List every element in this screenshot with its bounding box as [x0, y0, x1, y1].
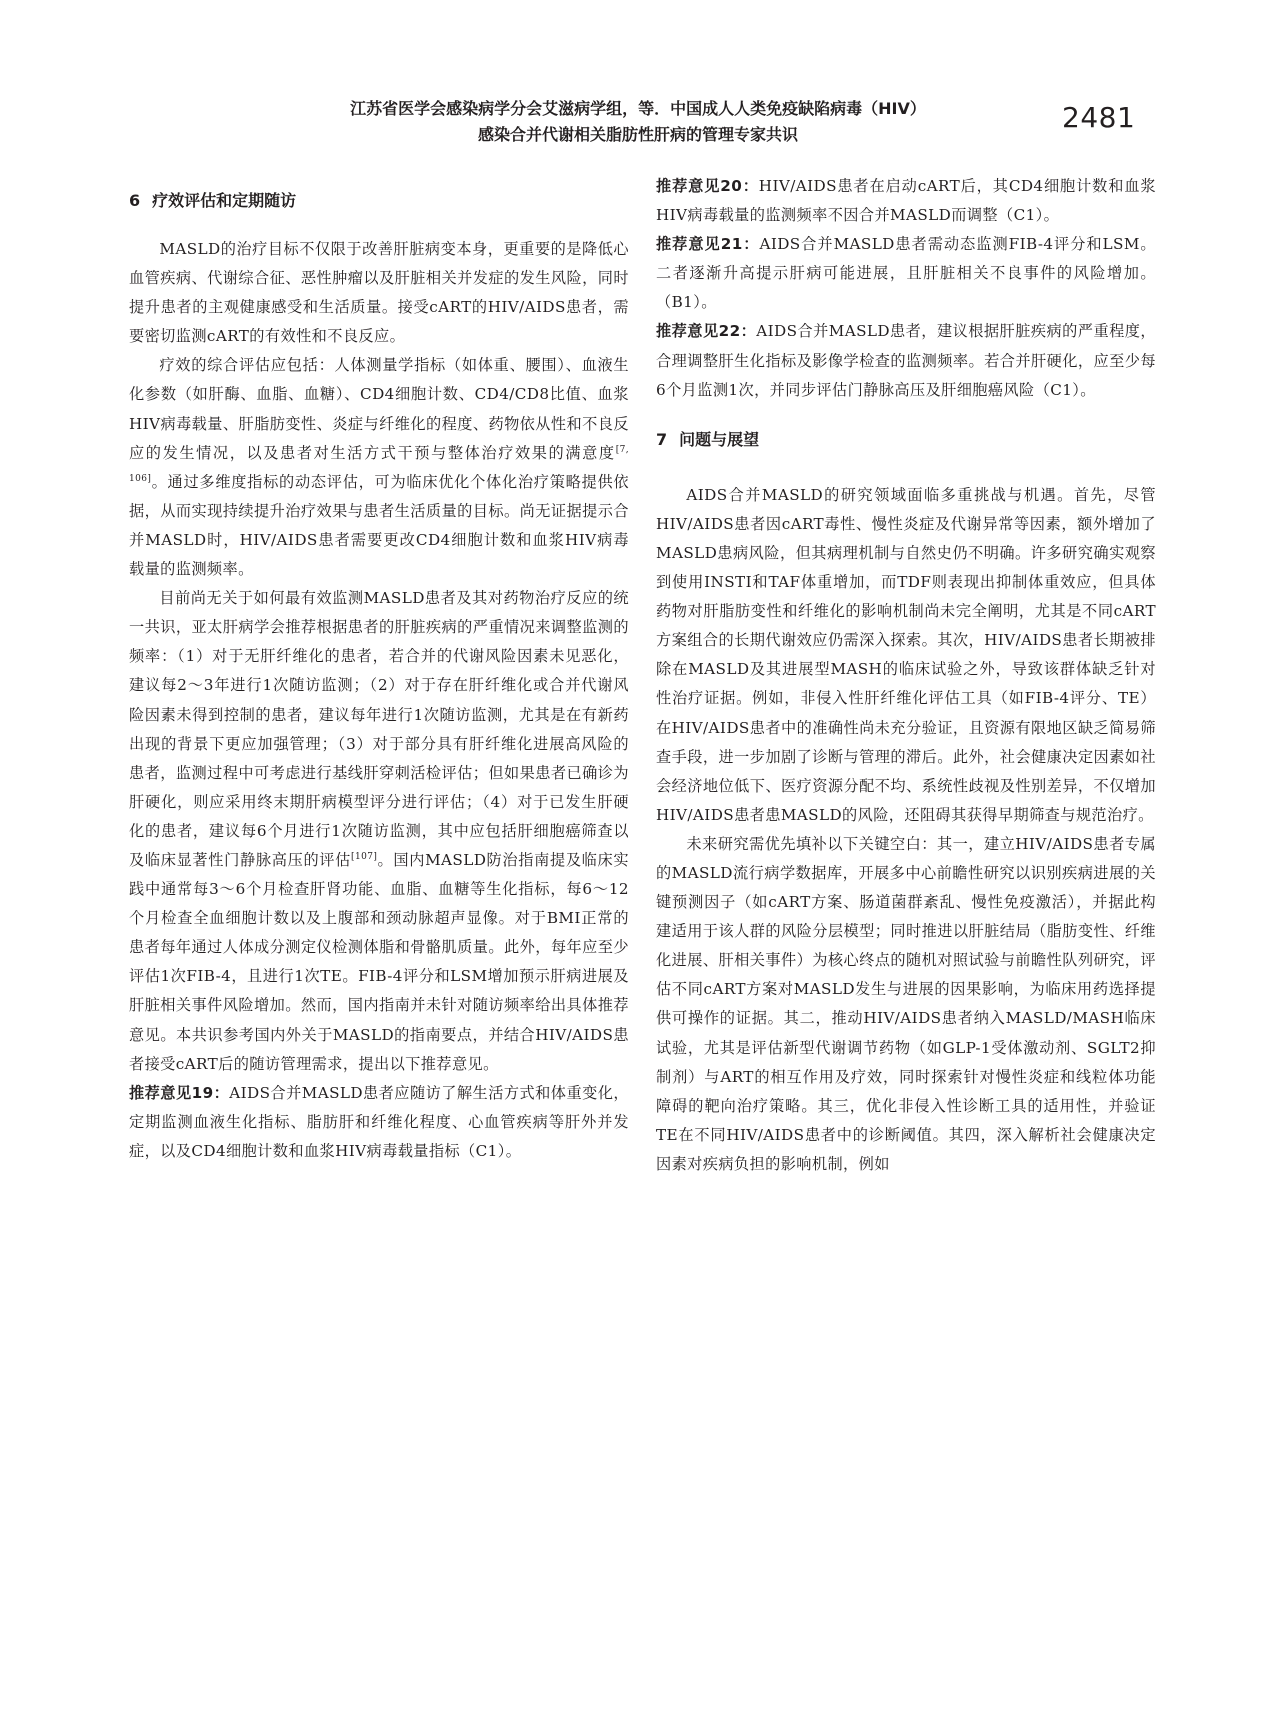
citation-ref: [107] — [351, 851, 378, 862]
recommendation-20 — [656, 172, 1156, 230]
right-column — [656, 172, 1156, 1179]
recommendation-text: AIDS合并MASLD患者需动态监测FIB-4评分和LSM。二者逐渐升高提示肝病可能进展，且肝脏相关不良事件的风险增加。（B1）。 — [656, 235, 1156, 312]
recommendation-text: AIDS合并MASLD患者应随访了解生活方式和体重变化，定期监测血液生化指标、脂肪肝和纤维化程度、心血管疾病等肝外并发症，以及CD4细胞计数和血浆HIV病毒载量指标（C1）。 — [129, 1083, 629, 1160]
recommendation-label: 推荐意见20： — [656, 177, 759, 195]
paragraph-text: 疗效的综合评估应包括：人体测量学指标（如体重、腰围）、血液生化参数（如肝酶、血脂、血糖）、CD4细胞计数、CD4/CD8比值、血浆HIV病毒载量、肝脂肪变性、炎症与纤维化的程度、药物依从性和不良反应的发生情况，以及患者对生活方式干预与整体治疗效果的满意度 — [129, 356, 629, 462]
paragraph-treatment-goals: MASLD的治疗目标不仅限于改善肝脏病变本身，更重要的是降低心血管疾病、代谢综合征、恶性肿瘤以及肝脏相关并发症的发生风险，同时提升患者的主观健康感受和生活质量。接受cART的HIV/AIDS患者，需要密切监测cART的有效性和不良反应。 — [129, 240, 629, 346]
paragraph-efficacy-assessment — [129, 351, 629, 584]
section-7-heading — [656, 425, 1156, 455]
header-line-2: 感染合并代谢相关脂肪性肝病的管理专家共识 — [477, 125, 798, 144]
section-7-title: 问题与展望 — [679, 429, 760, 449]
section-6-title: 疗效评估和定期随访 — [152, 191, 297, 210]
paragraph-challenges: AIDS合并MASLD的研究领域面临多重挑战与机遇。首先，尽管HIV/AIDS患者因cART毒性、慢性炎症及代谢异常等因素，额外增加了MASLD患病风险，但其病理机制与自然史仍不明确。许多研究确实观察到使用INSTI和TAF体重增加，而TDF则表现出抑制体重效应，但具体药物对肝脂肪变性和纤维化的影响机制尚未完全阐明，尤其是不同cART方案组合的长期代谢效应仍需深入探索。其次，HIV/AIDS患者长期被排除在MASLD及其进展型MASH的临床试验之外，导致该群体缺乏针对性治疗证据。例如，非侵入性肝纤维化评估工具（如FIB-4评分、TE）在HIV/AIDS患者中的准确性尚未充分验证，且资源有限地区缺乏简易筛查手段，进一步加剧了诊断与管理的滞后。此外，社会健康决定因素如社会经济地位低下、医疗资源分配不均、系统性歧视及性别差异，不仅增加HIV/AIDS患者患MASLD的风险，还阻碍其获得早期筛查与规范治疗。 — [656, 485, 1156, 824]
citation-ref: [7, 106] — [129, 444, 629, 484]
paragraph-monitoring-consensus — [129, 584, 629, 1079]
recommendation-label: 推荐意见22： — [656, 322, 757, 341]
section-6-heading — [129, 186, 629, 216]
paragraph-text: 。通过多维度指标的动态评估，可为临床优化个体化治疗策略提供依据，从而实现持续提升治疗效果与患者生活质量的目标。尚无证据提示合并MASLD时，HIV/AIDS患者需要更改CD4细胞计数和血浆HIV病毒载量的监测频率。 — [129, 472, 629, 579]
recommendation-label: 推荐意见19： — [129, 1083, 230, 1102]
paragraph-text: 。国内MASLD防治指南提及临床实践中通常每3～6个月检查肝肾功能、血脂、血糖等生化指标，每6～12个月检查全血细胞计数以及上腹部和颈动脉超声显像。对于BMI正常的患者每年通过人体成分测定仪检测体脂和骨骼肌质量。此外，每年应至少评估1次FIB-4，且进行1次TE。FIB-4评分和LSM增加预示肝病进展及肝脏相关事件风险增加。然而，国内指南并未针对随访频率给出具体推荐意见。本共识参考国内外关于MASLD的指南要点，并结合HIV/AIDS患者接受cART后的随访管理需求，提出以下推荐意见。 — [129, 850, 629, 1073]
paragraph-future-research: 未来研究需优先填补以下关键空白：其一，建立HIV/AIDS患者专属的MASLD流行病学数据库，开展多中心前瞻性研究以识别疾病进展的关键预测因子（如cART方案、肠道菌群紊乱、慢性免疫激活），并据此构建适用于该人群的风险分层模型；同时推进以肝脏结局（脂肪变性、纤维化进展、肝相关事件）为核心终点的随机对照试验与前瞻性队列研究，评估不同cART方案对MASLD发生与进展的因果影响，为临床用药选择提供可操作的证据。其二，推动HIV/AIDS患者纳入MASLD/MASH临床试验，尤其是评估新型代谢调节药物（如GLP-1受体激动剂、SGLT2抑制剂）与ART的相互作用及疗效，同时探索针对慢性炎症和线粒体功能障碍的靶向治疗策略。其三，优化非侵入性诊断工具的适用性，并验证TE在不同HIV/AIDS患者中的诊断阈值。其四，深入解析社会健康决定因素对疾病负担的影响机制，例如 — [656, 834, 1156, 1173]
recommendation-text: HIV/AIDS患者在启动cART后，其CD4细胞计数和血浆HIV病毒载量的监测频率不因合并MASLD而调整（C1）。 — [656, 177, 1156, 225]
left-column — [129, 176, 629, 1166]
recommendation-text: AIDS合并MASLD患者，建议根据肝脏疾病的严重程度，合理调整肝生化指标及影像学检查的监测频率。若合并肝硬化，应至少每6个月监测1次，并同步评估门静脉高压及肝细胞癌风险（C1）。 — [656, 322, 1156, 399]
recommendation-label: 推荐意见21： — [656, 235, 760, 254]
section-7-number: 7 — [656, 429, 668, 449]
recommendation-21 — [656, 230, 1156, 317]
recommendation-22 — [656, 317, 1156, 404]
recommendation-19 — [129, 1079, 629, 1166]
header-line-1: 江苏省医学会感染病学分会艾滋病学组，等．中国成人人类免疫缺陷病毒（HIV） — [350, 99, 926, 118]
paragraph-text: 目前尚无关于如何最有效监测MASLD患者及其对药物治疗反应的统一共识，亚太肝病学会推荐根据患者的肝脏疾病的严重情况来调整监测的频率：（1）对于无肝纤维化的患者，若合并的代谢风险因素未见恶化，建议每2～3年进行1次随访监测；（2）对于存在肝纤维化或合并代谢风险因素未得到控制的患者，建议每年进行1次随访监测，尤其是在有新药出现的背景下更应加强管理；（3）对于部分具有肝纤维化进展高风险的患者，监测过程中可考虑进行基线肝穿刺活检评估；但如果患者已确诊为肝硬化，则应采用终末期肝病模型评分进行评估；（4）对于已发生肝硬化的患者，建议每6个月进行1次随访监测，其中应包括肝细胞癌筛查以及临床显著性门静脉高压的评估 — [129, 589, 629, 869]
section-6-number: 6 — [129, 191, 141, 210]
page-number: 2481 — [1062, 101, 1136, 134]
